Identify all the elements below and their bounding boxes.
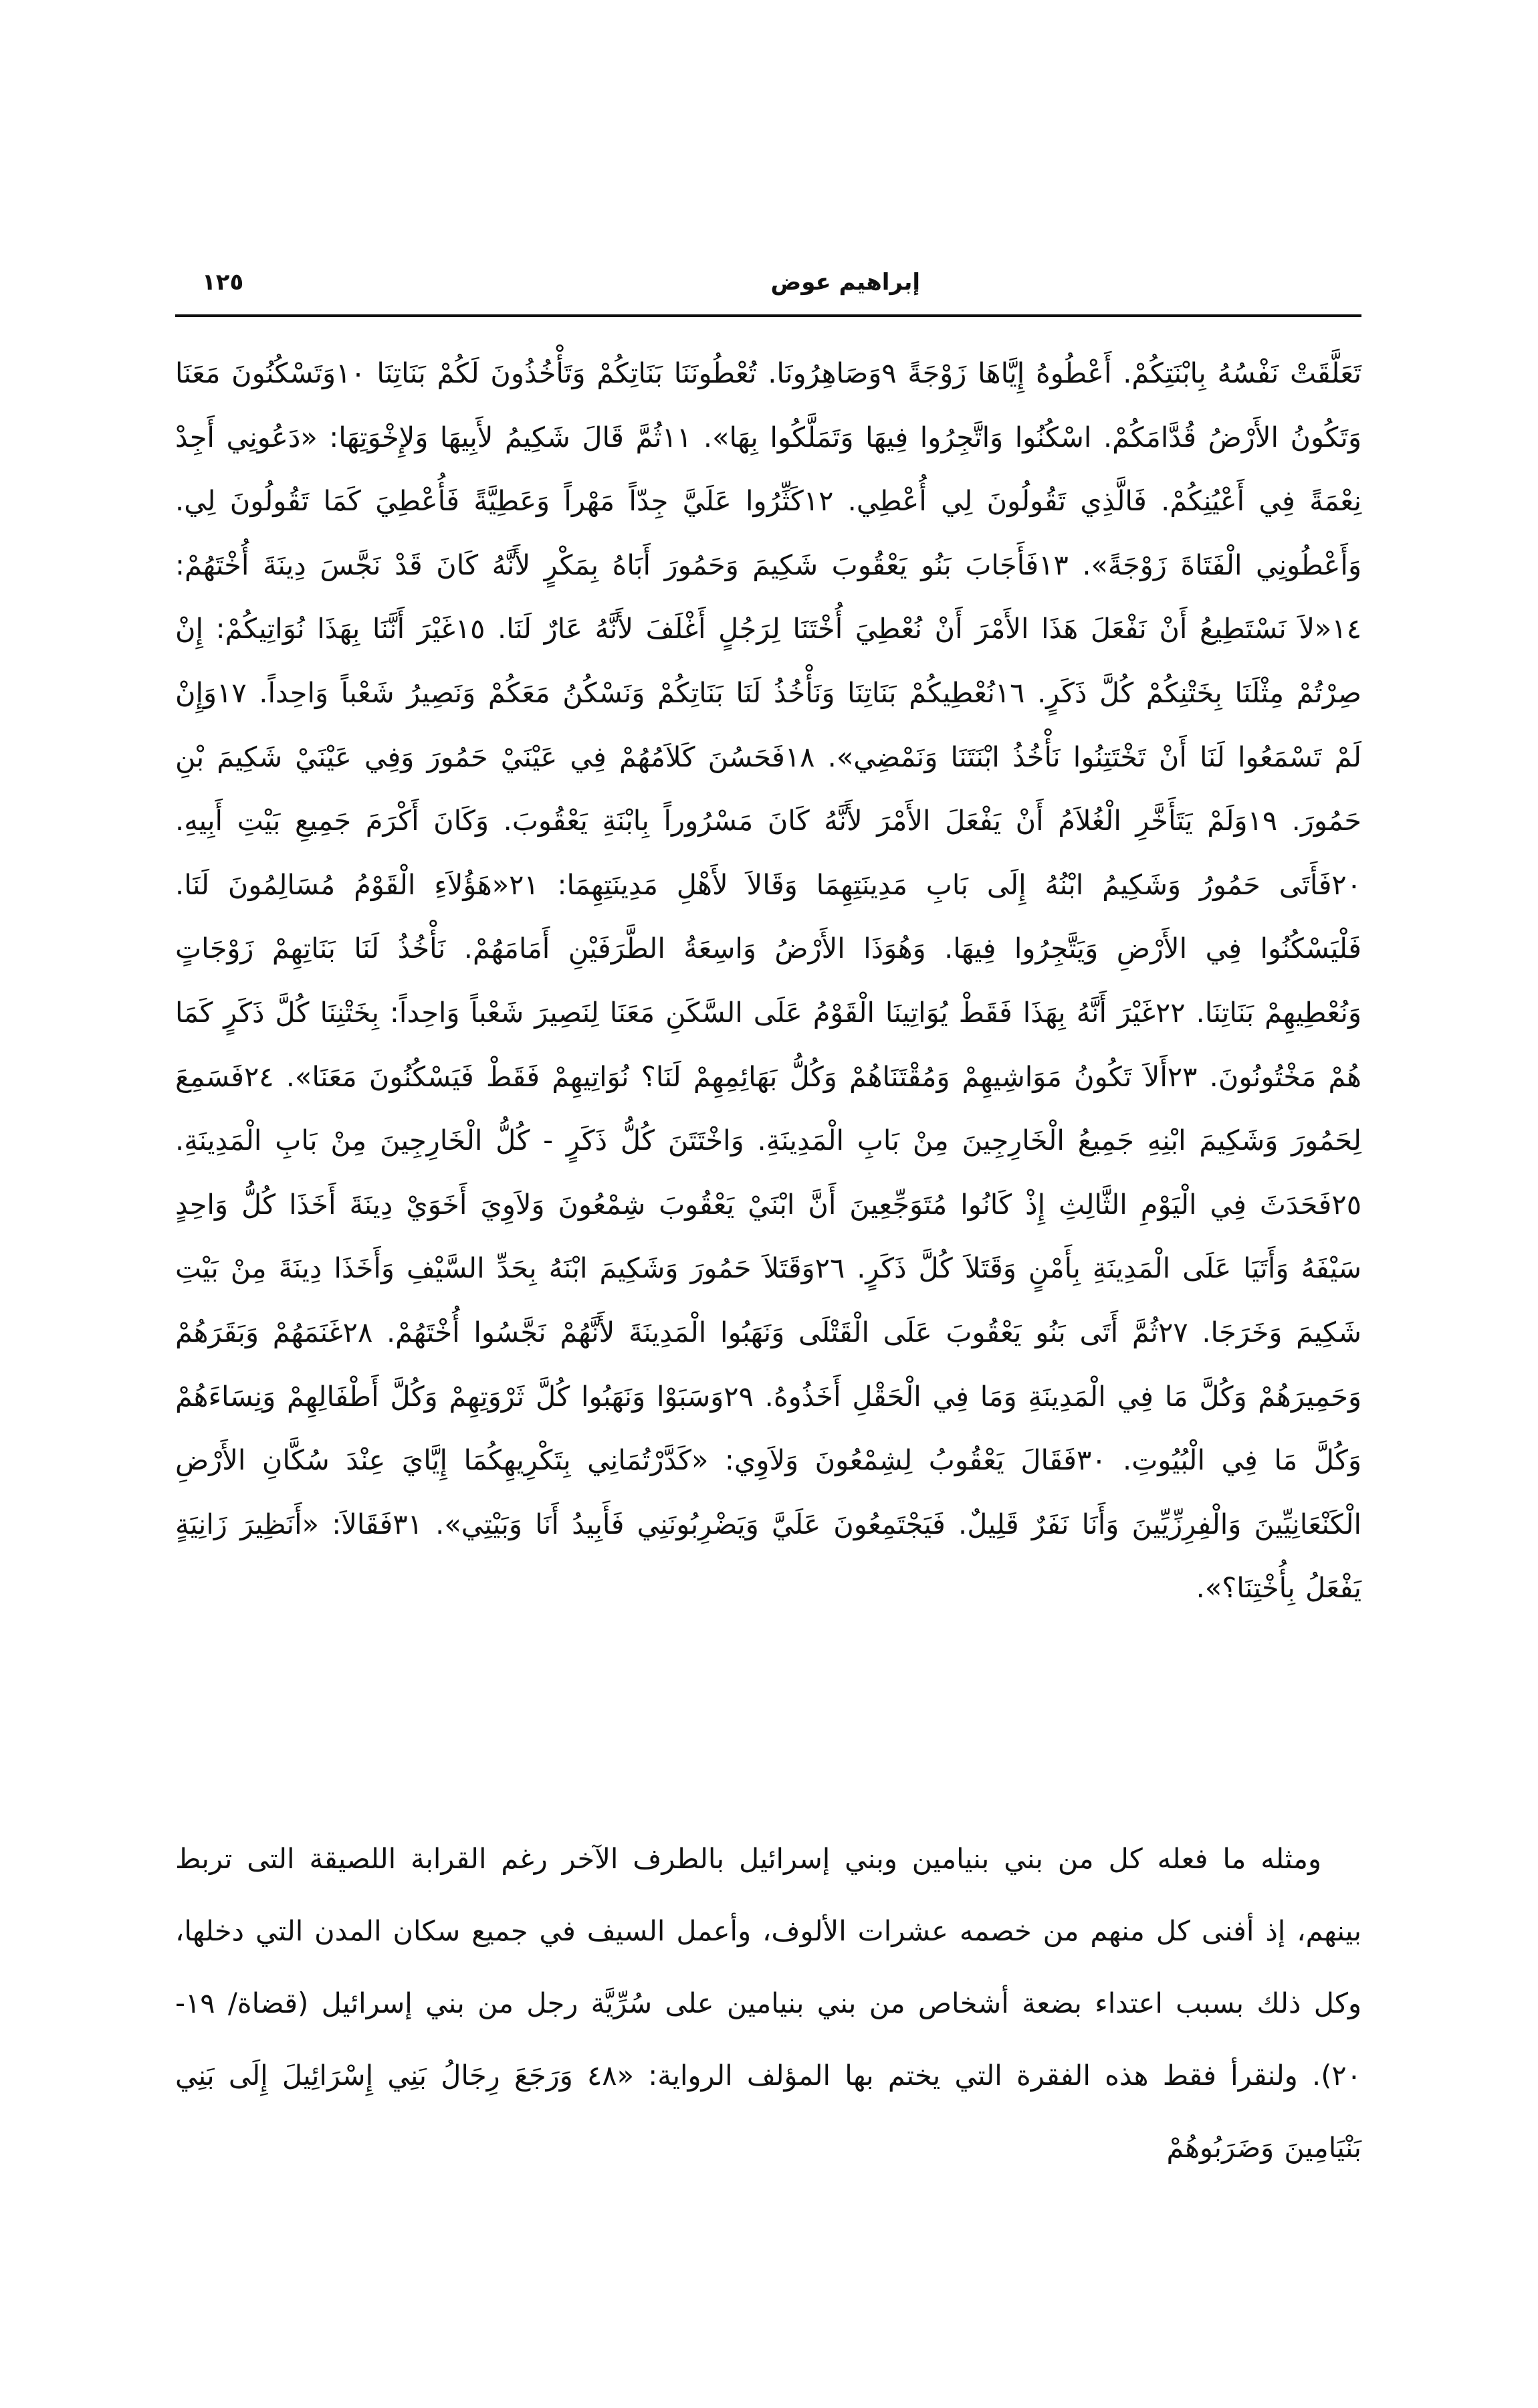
header-rule [175, 314, 1361, 317]
page-number: ١٢٥ [202, 269, 244, 296]
scripture-passage: تَعَلَّقَتْ نَفْسُهُ بِابْنَتِكُمْ. أَعْطُوهُ إِيَّاهَا زَوْجَةً ٩وَصَاهِرُونَا. تُعْطُونَنَا بَنَاتِكُمْ وَتَأْخُذُونَ لَكُمْ بَنَاتِنَا ١٠وَتَسْكُنُونَ مَعَنَا وَتَكُونُ الأَرْضُ قُدَّامَكُمْ. اسْكُنُوا وَاتَّجِرُوا فِيهَا وَتَمَلَّكُوا بِهَا». ١١ثُمَّ قَالَ شَكِيمُ لأَبِيهَا وَلإِخْوَتِهَا: «دَعُونِي أَجِدْ نِعْمَةً فِي أَعْيُنِكُمْ. فَالَّذِي تَقُولُونَ لِي أُعْطِي. ١٢كَثِّرُوا عَلَيَّ جِدّاً مَهْراً وَعَطِيَّةً فَأُعْطِيَ كَمَا تَقُولُونَ لِي. وَأَعْطُونِي الْفَتَاةَ زَوْجَةً». ١٣فَأَجَابَ بَنُو يَعْقُوبَ شَكِيمَ وَحَمُورَ أَبَاهُ بِمَكْرٍ لأَنَّهُ كَانَ قَدْ نَجَّسَ دِينَةَ أُخْتَهُمْ: ١٤«لاَ نَسْتَطِيعُ أَنْ نَفْعَلَ هَذَا الأَمْرَ أَنْ نُعْطِيَ أُخْتَنَا لِرَجُلٍ أَغْلَفَ لأَنَّهُ عَارٌ لَنَا. ١٥غَيْرَ أَنَّنَا بِهَذَا نُوَاتِيكُمْ: إِنْ صِرْتُمْ مِثْلَنَا بِخَتْنِكُمْ كُلَّ ذَكَرٍ. ١٦نُعْطِيكُمْ بَنَاتِنَا وَنَأْخُذُ لَنَا بَنَاتِكُمْ وَنَسْكُنُ مَعَكُمْ وَنَصِيرُ شَعْباً وَاحِداً. ١٧وَإِنْ لَمْ تَسْمَعُوا لَنَا أَنْ تَخْتَتِنُوا نَأْخُذُ ابْنَتَنَا وَنَمْضِي». ١٨فَحَسُنَ كَلاَمُهُمْ فِي عَيْنَيْ حَمُورَ وَفِي عَيْنَيْ شَكِيمَ بْنِ حَمُورَ. ١٩وَلَمْ يَتَأَخَّرِ الْغُلاَمُ أَنْ يَفْعَلَ الأَمْرَ لأَنَّهُ كَانَ مَسْرُوراً بِابْنَةِ يَعْقُوبَ. وَكَانَ أَكْرَمَ جَمِيعِ بَيْتِ أَبِيهِ. ٢٠فَأَتَى حَمُورُ وَشَكِيمُ ابْنُهُ إِلَى بَابِ مَدِينَتِهِمَا وَقَالاَ لأَهْلِ مَدِينَتِهِمَا: ٢١«هَؤُلاَءِ الْقَوْمُ مُسَالِمُونَ لَنَا. فَلْيَسْكُنُوا فِي الأَرْضِ وَيَتَّجِرُوا فِيهَا. وَهُوَذَا الأَرْضُ وَاسِعَةُ الطَّرَفَيْنِ أَمَامَهُمْ. نَأْخُذُ لَنَا بَنَاتِهِمْ زَوْجَاتٍ وَنُعْطِيهِمْ بَنَاتِنَا. ٢٢غَيْرَ أَنَّهُ بِهَذَا فَقَطْ يُوَاتِينَا الْقَوْمُ عَلَى السَّكَنِ مَعَنَا لِنَصِيرَ شَعْباً وَاحِداً: بِخَتْنِنَا كُلَّ ذَكَرٍ كَمَا هُمْ مَخْتُونُونَ. ٢٣أَلاَ تَكُونُ مَوَاشِيهِمْ وَمُقْتَنَاهُمْ وَكُلُّ بَهَائِمِهِمْ لَنَا؟ نُوَاتِيهِمْ فَقَطْ فَيَسْكُنُونَ مَعَنَا». ٢٤فَسَمِعَ لِحَمُورَ وَشَكِيمَ ابْنِهِ جَمِيعُ الْخَارِجِينَ مِنْ بَابِ الْمَدِينَةِ. وَاخْتَتَنَ كُلُّ ذَكَرٍ - كُلُّ الْخَارِجِينَ مِنْ بَابِ الْمَدِينَةِ. ٢٥فَحَدَثَ فِي الْيَوْمِ الثَّالِثِ إِذْ كَانُوا مُتَوَجِّعِينَ أَنَّ ابْنَيْ يَعْقُوبَ شِمْعُونَ وَلاَوِيَ أَخَوَيْ دِينَةَ أَخَذَا كُلُّ وَاحِدٍ سَيْفَهُ وَأَتَيَا عَلَى الْمَدِينَةِ بِأَمْنٍ وَقَتَلاَ كُلَّ ذَكَرٍ. ٢٦وَقَتَلاَ حَمُورَ وَشَكِيمَ ابْنَهُ بِحَدِّ السَّيْفِ وَأَخَذَا دِينَةَ مِنْ بَيْتِ شَكِيمَ وَخَرَجَا. ٢٧ثُمَّ أَتَى بَنُو يَعْقُوبَ عَلَى الْقَتْلَى وَنَهَبُوا الْمَدِينَةَ لأَنَّهُمْ نَجَّسُوا أُخْتَهُمْ. ٢٨غَنَمَهُمْ وَبَقَرَهُمْ وَحَمِيرَهُمْ وَكُلَّ مَا فِي الْمَدِينَةِ وَمَا فِي الْحَقْلِ أَخَذُوهُ. ٢٩وَسَبَوْا وَنَهَبُوا كُلَّ ثَرْوَتِهِمْ وَكُلَّ أَطْفَالِهِمْ وَنِسَاءَهُمْ وَكُلَّ مَا فِي الْبُيُوتِ. ٣٠فَقَالَ يَعْقُوبُ لِشِمْعُونَ وَلاَوِي: «كَدَّرْتُمَانِي بِتَكْرِيهِكُمَا إِيَّايَ عِنْدَ سُكَّانِ الأَرْضِ الْكَنْعَانِيِّينَ وَالْفِرِزِّيِّينَ وَأَنَا نَفَرٌ قَلِيلٌ. فَيَجْتَمِعُونَ عَلَيَّ وَيَضْرِبُونَنِي فَأَبِيدُ أَنَا وَبَيْتِي». ٣١فَقَالاَ: «أَنَظِيرَ زَانِيَةٍ يَفْعَلُ بِأُخْتِنَا؟». [175, 357, 1362, 1605]
commentary-paragraph: ومثله ما فعله كل من بني بنيامين وبني إسرائيل بالطرف الآخر رغم القرابة اللصيقة التى تربط بينهم، إذ أفنى كل منهم من خصمه عشرات الألوف، وأعمل السيف في جميع سكان المدن التي دخلها، وكل ذلك بسبب اعتداء بضعة أشخاص من بني بنيامين على سُرِّيَّة رجل من بني إسرائيل (قضاة/ ١٩- ٢٠). ولنقرأ فقط هذه الفقرة التي يختم بها المؤلف الرواية: «٤٨ وَرَجَعَ رِجَالُ بَنِي إِسْرَائِيلَ إِلَى بَنِي بَنْيَامِينَ وَضَرَبُوهُمْ [175, 1842, 1362, 2164]
running-title: إبراهيم عوض [770, 269, 920, 296]
running-head [175, 262, 1361, 316]
